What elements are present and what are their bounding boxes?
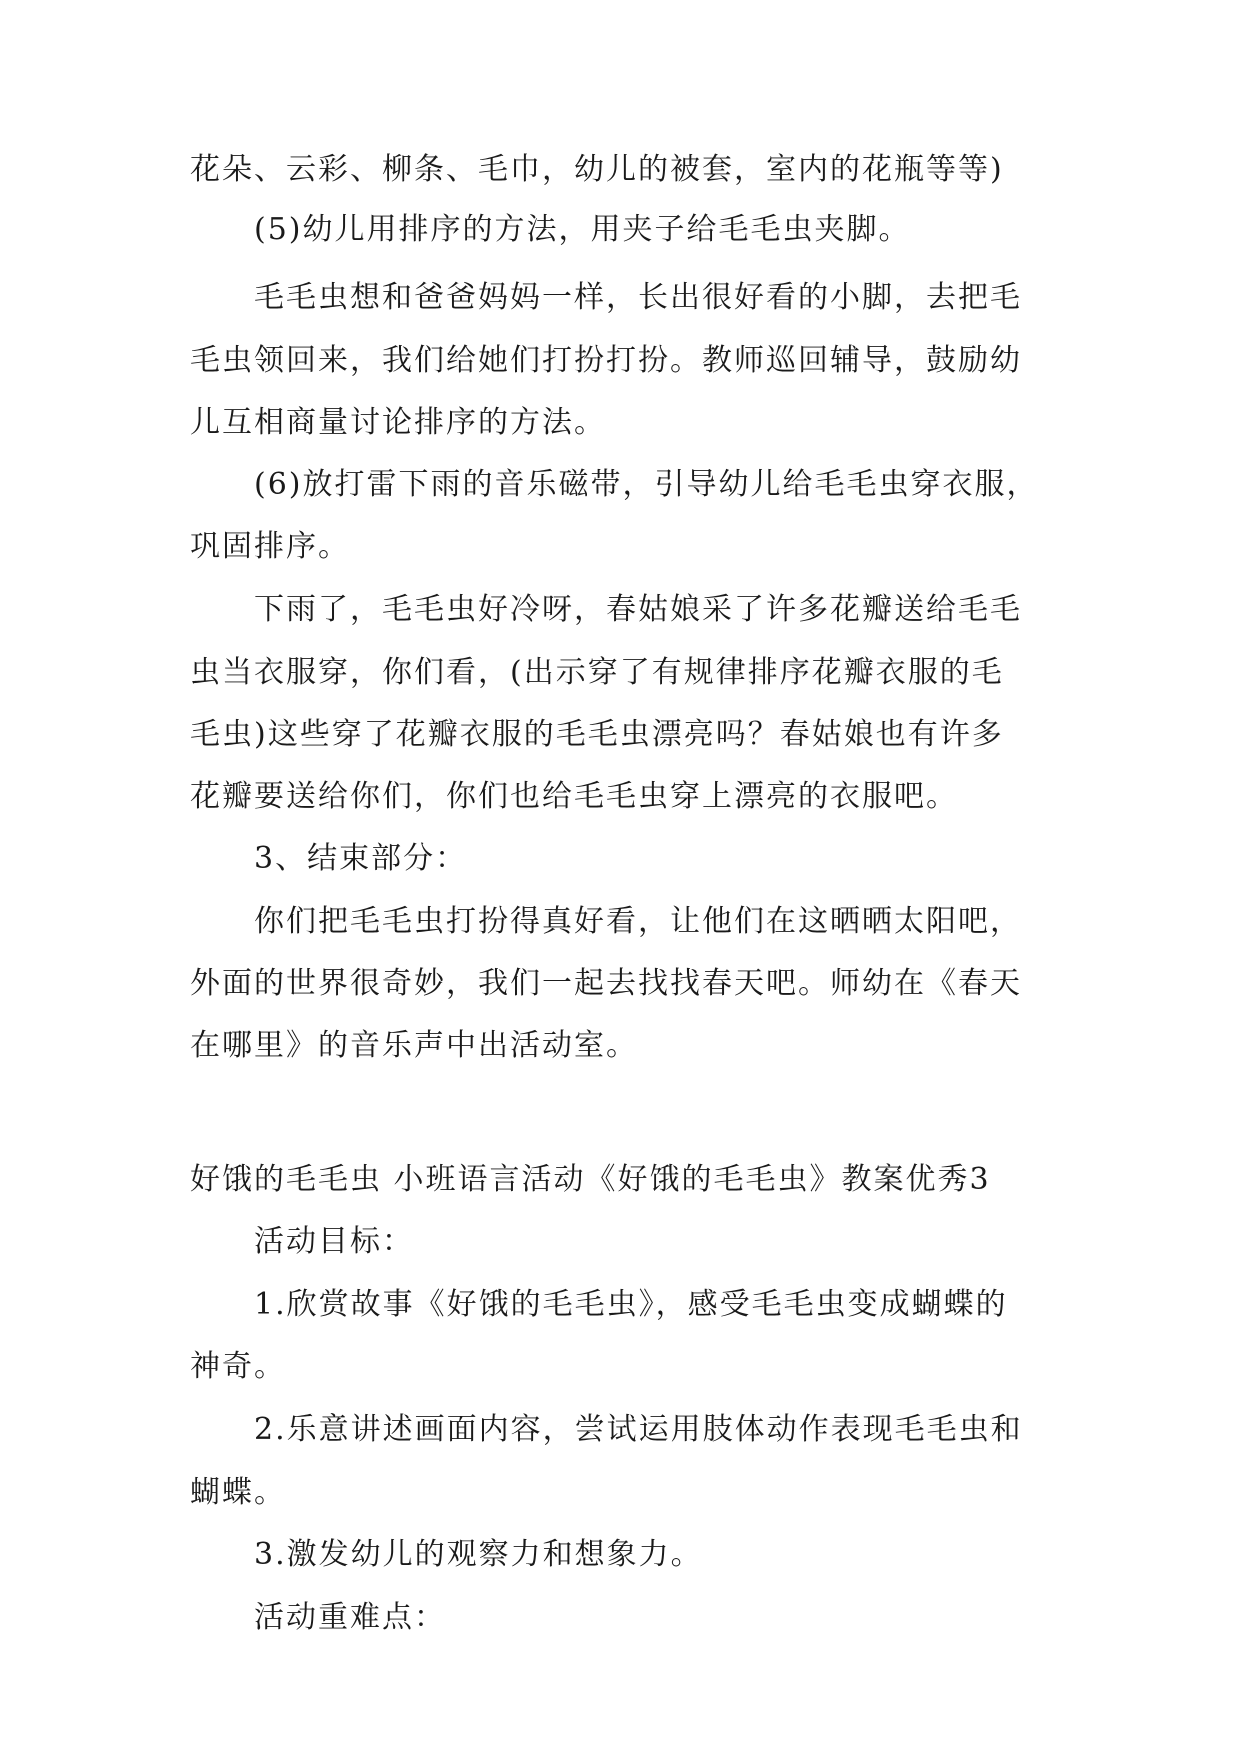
text-line: 蝴蝶。 xyxy=(190,1475,286,1510)
text-line: 巩固排序。 xyxy=(190,529,350,564)
text-line: 2.乐意讲述画面内容，尝试运用肢体动作表现毛毛虫和 xyxy=(254,1412,1023,1447)
text-line: 活动目标： xyxy=(254,1224,414,1259)
text-line: 3.激发幼儿的观察力和想象力。 xyxy=(254,1537,703,1572)
text-line: (5)幼儿用排序的方法，用夹子给毛毛虫夹脚。 xyxy=(254,212,911,247)
text-line: 3、结束部分： xyxy=(254,841,468,876)
section-heading: 好饿的毛毛虫 小班语言活动《好饿的毛毛虫》教案优秀3 xyxy=(190,1162,991,1197)
text-line: 外面的世界很奇妙，我们一起去找找春天吧。师幼在《春天 xyxy=(190,966,1022,1001)
text-line: 神奇。 xyxy=(190,1349,286,1384)
text-line: 你们把毛毛虫打扮得真好看，让他们在这晒晒太阳吧， xyxy=(254,904,1022,939)
text-line: 毛毛虫想和爸爸妈妈一样，长出很好看的小脚，去把毛 xyxy=(254,280,1022,315)
text-line: 儿互相商量讨论排序的方法。 xyxy=(190,405,606,440)
text-line: 1.欣赏故事《好饿的毛毛虫》，感受毛毛虫变成蝴蝶的 xyxy=(254,1287,1008,1322)
text-line: 毛虫)这些穿了花瓣衣服的毛毛虫漂亮吗？春姑娘也有许多 xyxy=(190,717,1004,752)
text-line: 毛虫领回来，我们给她们打扮打扮。教师巡回辅导，鼓励幼 xyxy=(190,343,1022,378)
text-line: 花朵、云彩、柳条、毛巾，幼儿的被套，室内的花瓶等等) xyxy=(190,152,1004,187)
text-line: 在哪里》的音乐声中出活动室。 xyxy=(190,1028,638,1063)
text-line: 活动重难点： xyxy=(254,1600,446,1635)
text-line: (6)放打雷下雨的音乐磁带，引导幼儿给毛毛虫穿衣服， xyxy=(254,467,1039,502)
text-line: 花瓣要送给你们，你们也给毛毛虫穿上漂亮的衣服吧。 xyxy=(190,779,958,814)
text-line: 虫当衣服穿，你们看，(出示穿了有规律排序花瓣衣服的毛 xyxy=(190,655,1004,690)
text-line: 下雨了，毛毛虫好冷呀，春姑娘采了许多花瓣送给毛毛 xyxy=(254,592,1022,627)
